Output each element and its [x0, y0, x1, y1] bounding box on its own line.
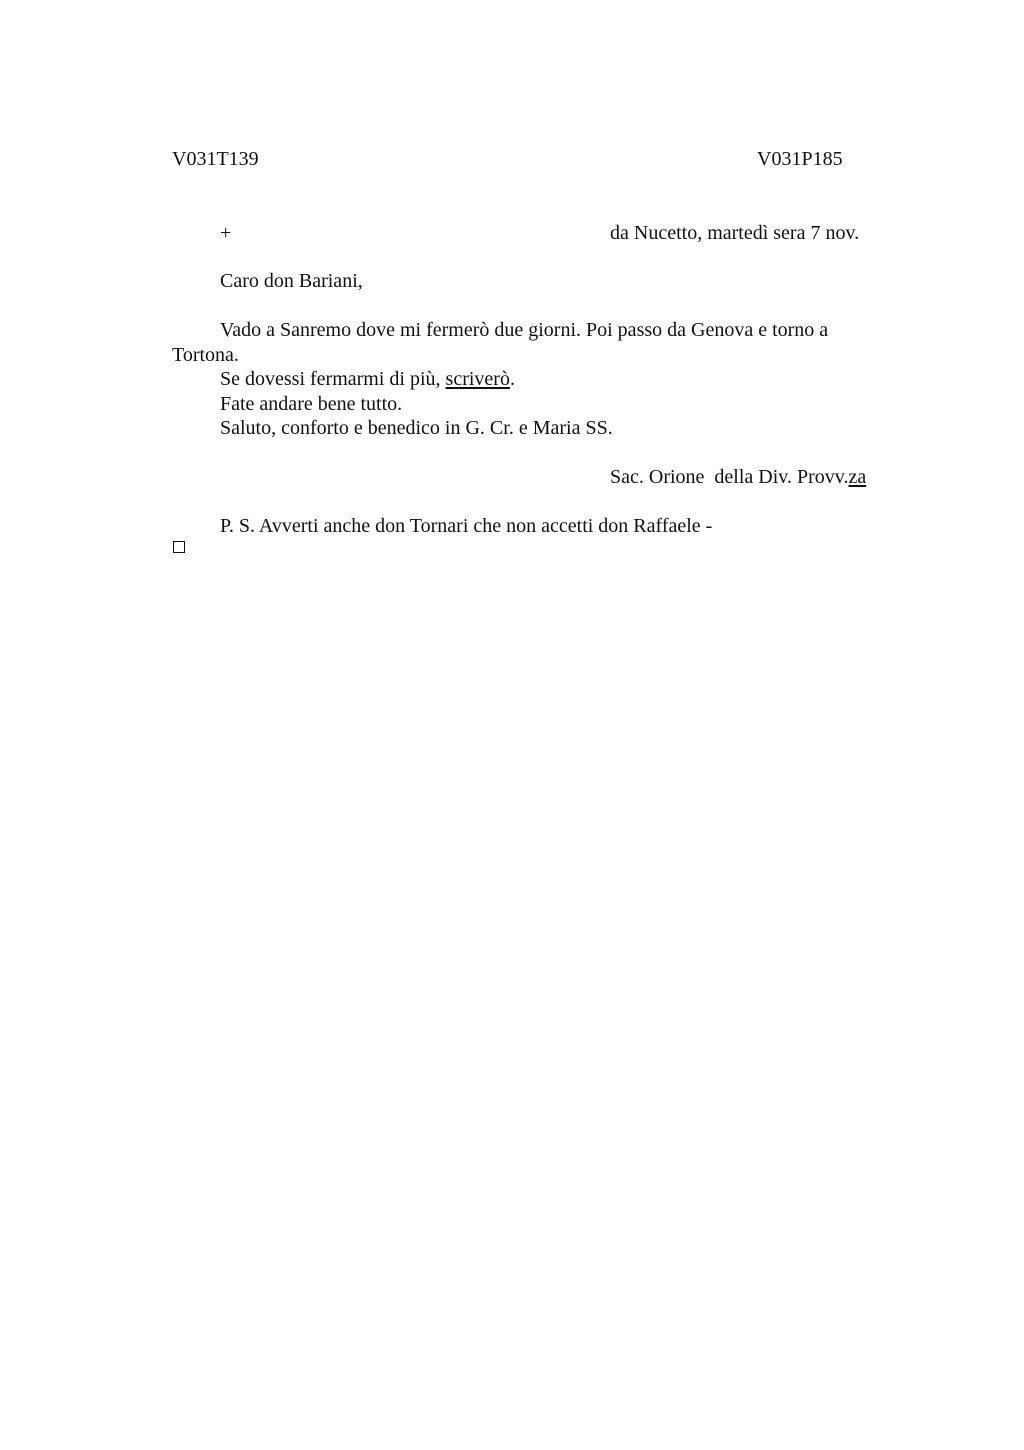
underlined-word: scriverò: [445, 368, 510, 390]
text-span: Se dovessi fermarmi di più,: [220, 368, 446, 390]
signature-underlined: za: [848, 466, 867, 488]
paragraph-line: [220, 367, 515, 391]
paragraph-line: Vado a Sanremo dove mi fermerò due giorni. Poi passo da Genova e torno a: [220, 319, 829, 341]
paragraph-line: Saluto, conforto e benedico in G. Cr. e Maria SS.: [220, 417, 613, 439]
text-span: .: [509, 368, 515, 390]
paragraph-line: Tortona.: [172, 344, 239, 366]
header-left-code: V031T139: [172, 148, 259, 170]
postscript: P. S. Avverti anche don Tornari che non accetti don Raffaele -: [220, 515, 713, 537]
header-right-code: V031P185: [757, 148, 843, 170]
cross-symbol: +: [220, 222, 232, 244]
signature: [610, 465, 866, 489]
salutation: Caro don Bariani,: [220, 270, 363, 292]
signature-text: Sac. Orione della Div. Provv.: [610, 466, 849, 488]
paragraph-line: Fate andare bene tutto.: [220, 393, 403, 415]
checkbox-glyph: [173, 541, 185, 553]
place-date: da Nucetto, martedì sera 7 nov.: [610, 222, 860, 244]
